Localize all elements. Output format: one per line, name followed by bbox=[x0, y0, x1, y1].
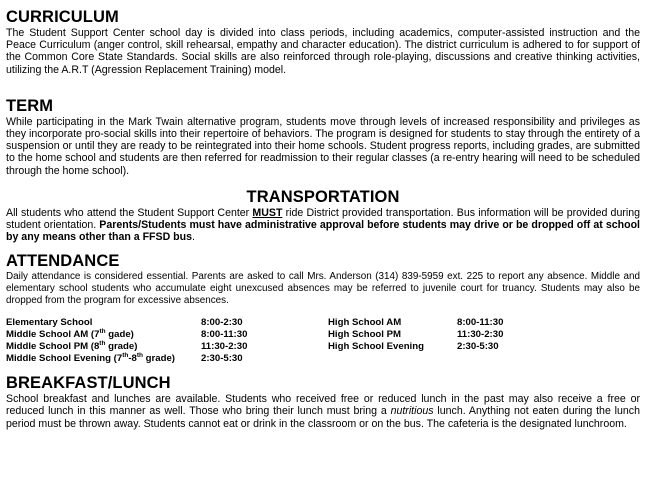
breakfast-text-1: School breakfast and lunches are available. Students who received free or reduced lunch in the past may also receive a free or reduced lunch in this manner as well. Those who bring their lunch must bring a bbox=[6, 393, 640, 418]
transportation-approval-note: Parents/Students must have administrative approval before students may drive or be dropped off at school by any means other than a FFSD bus bbox=[6, 219, 640, 244]
breakfast-nutritious: nutritious bbox=[390, 405, 434, 418]
transportation-must: MUST bbox=[252, 206, 283, 219]
schedule-row bbox=[6, 353, 328, 365]
transportation-text-2: ride District provided transportation. Bus information will be provided during student orientation. bbox=[6, 206, 641, 232]
term-heading: TERM bbox=[6, 96, 54, 115]
schedule-time: 2:30-5:30 bbox=[201, 353, 243, 365]
schedule-row bbox=[6, 317, 328, 329]
schedule-label: Middle School Evening (7th-8th grade) bbox=[6, 352, 176, 365]
attendance-heading: ATTENDANCE bbox=[6, 252, 120, 271]
term-body: While participating in the Mark Twain alternative program, students move through levels of increased responsibility and privileges as they incorporate pro-social skills into their repertoire of behaviors. The program is designed for students to stay through the entirety of a suspension or until they are ready to be reintegrated into their home schools. Student progress reports, including grades, are submitted to the home school and students are then referred for readmission to their regular classes (a re-entry hearing will need to be scheduled through the home school). bbox=[6, 115, 640, 177]
term-section bbox=[6, 97, 640, 177]
transportation-text-end: . bbox=[192, 231, 195, 244]
schedule-left-column bbox=[6, 317, 328, 365]
schedule-label: High School PM bbox=[328, 329, 402, 341]
breakfast-section bbox=[6, 374, 640, 430]
schedule-row bbox=[328, 329, 537, 341]
schedule-label: Middle School AM (7th gade) bbox=[6, 328, 134, 341]
schedule-time: 2:30-5:30 bbox=[457, 341, 499, 353]
schedule-label: High School AM bbox=[328, 317, 402, 329]
transportation-heading: TRANSPORTATION bbox=[246, 187, 400, 206]
schedule-row bbox=[328, 317, 537, 329]
attendance-section bbox=[6, 252, 640, 365]
document-page bbox=[6, 8, 640, 430]
schedule-right-column bbox=[328, 317, 537, 365]
schedule-row bbox=[328, 341, 537, 353]
schedule-time: 8:00-2:30 bbox=[201, 317, 243, 329]
attendance-schedule bbox=[6, 317, 640, 365]
schedule-time: 8:00-11:30 bbox=[201, 329, 248, 341]
curriculum-body: The Student Support Center school day is divided into class periods, including academics, computer-assisted instruction and the Peace Curriculum (anger control, skill rehearsal, empathy and character education). The district curriculum is adhered to for support of the Common Core State Standards. Social skills are also reinforced through role-playing, discussions and creative thinking activities, utilizing the A.R.T (Agression Replacement Training) model. bbox=[6, 27, 640, 76]
schedule-row bbox=[6, 341, 328, 353]
schedule-row bbox=[6, 329, 328, 341]
breakfast-heading: BREAKFAST/LUNCH bbox=[6, 374, 171, 393]
schedule-label: Middle School PM (8th grade) bbox=[6, 340, 138, 353]
breakfast-text-2: lunch. Anything not eaten during the lunch period must be thrown away. Students cannot eat or drink in the classroom or on the bus. The cafeteria is the designated lunchroom. bbox=[6, 405, 640, 430]
transportation-body bbox=[6, 207, 640, 244]
curriculum-section bbox=[6, 8, 640, 76]
schedule-label: High School Evening bbox=[328, 341, 424, 353]
curriculum-heading: CURRICULUM bbox=[6, 8, 119, 26]
schedule-time: 11:30-2:30 bbox=[201, 341, 248, 353]
schedule-label: Elementary School bbox=[6, 317, 93, 329]
schedule-time: 11:30-2:30 bbox=[457, 329, 504, 341]
schedule-time: 8:00-11:30 bbox=[457, 317, 504, 329]
attendance-body: Daily attendance is considered essential. Parents are asked to call Mrs. Anderson (314) 839-5959 ext. 225 to report any absence. Middle and elementary school students who accumulate eight unexcused absences may be referred to juvenile court for truancy. Students may also be dropped from the program for excessive absences. bbox=[6, 271, 640, 306]
transportation-section bbox=[6, 188, 640, 244]
breakfast-body bbox=[6, 393, 640, 430]
transportation-text-1: All students who attend the Student Support Center bbox=[6, 206, 253, 219]
